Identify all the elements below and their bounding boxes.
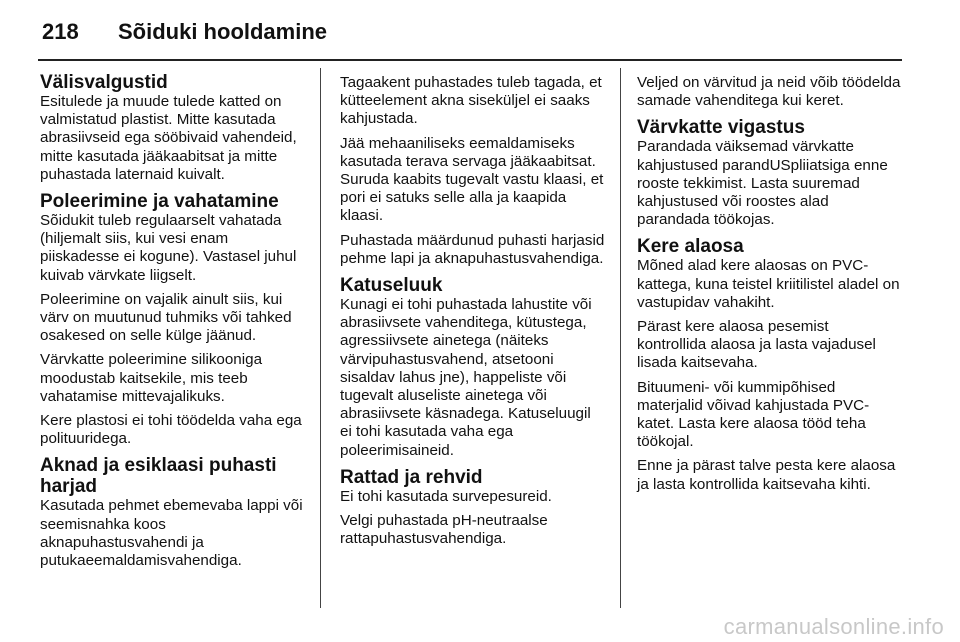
watermark: carmanualsonline.info <box>723 614 944 639</box>
section-windows-wipers <box>40 455 308 570</box>
section-underbody <box>637 236 902 493</box>
paragraph: Mõned alad kere alaosas on PVC-kattega, kuna teistel kriitilistel aladel on vastupidav vahakiht. <box>637 257 900 311</box>
paragraph: Pärast kere alaosa pesemist kontrollida alaosa ja lasta vajadusel lisada kaitsevaha. <box>637 318 876 372</box>
paragraph: Ei tohi kasutada survepesureid. <box>340 487 552 505</box>
paragraph: Värvkatte poleerimine silikooniga moodustab kaitsekile, mis teeb vahatamise mittevajalikuks. <box>40 351 263 405</box>
paragraph: Jää mehaaniliseks eemaldamiseks kasutada terava servaga jääkaabitsat. Suruda kaabits tugevalt vastu klaasi, et pori ei satuks selle alla ja kaapida klaasi. <box>340 134 604 225</box>
section-paint-damage <box>637 117 902 229</box>
section-heading: Välisvalgustid <box>40 72 168 93</box>
column-3 <box>637 68 902 501</box>
paragraph: Puhastada määrdunud puhasti harjasid pehme lapi ja aknapuhastusvahendiga. <box>340 231 605 267</box>
paragraph: Kunagi ei tohi puhastada lahustite või abrasiivsete vahenditega, kütustega, agressiivsete ainetega (näiteks värvipuhastusvahend, atsetooni sisaldav lahus jne), happeliste või tugevalt aluseliste ainetega või abrasiivsete käsnadega. Katuseluugil ei tohi kasutada vaha ega poleerimisaineid. <box>340 296 592 459</box>
paragraph: Tagaakent puhastades tuleb tagada, et kütteelement akna siseküljel ei saaks kahjustada. <box>340 74 602 128</box>
section-heading: Kere alaosa <box>637 236 744 258</box>
section-wheels-tyres <box>340 467 606 549</box>
section-windows-continued <box>340 74 606 268</box>
page-title: Sõiduki hooldamine <box>118 19 328 44</box>
column-divider <box>620 68 621 608</box>
column-1 <box>40 68 308 577</box>
paragraph: Sõidukit tuleb regulaarselt vahatada (hiljemalt siis, kui vesi enam piiskadesse ei kogune). Vastasel juhul kuivab värvkate liigselt. <box>40 212 297 284</box>
paragraph: Velgi puhastada pH-neutraalse rattapuhastusvahendiga. <box>340 512 548 548</box>
paragraph: Kasutada pehmet ebemevaba lappi või seemisnahka koos aknapuhastusvahendi ja putukaeemaldamisvahendiga. <box>40 497 303 570</box>
page-number: 218 <box>42 19 79 44</box>
paragraph: Poleerimine on vajalik ainult siis, kui värv on muutunud tuhmiks või tahked osakesed on selle külge jäänud. <box>40 290 292 345</box>
paragraph: Bituumeni- või kummipõhised materjalid võivad kahjustada PVC-katet. Lasta kere alaosa tööd teha töökojal. <box>637 378 870 451</box>
paragraph: Esitulede ja muude tulede katted on valmistatud plastist. Mitte kasutada abrasiivseid ega sööbivaid vahendeid, mitte kasutada jääkaabitsat ja mitte puhastada laternaid kuivalt. <box>40 93 297 183</box>
section-heading: Katuseluuk <box>340 275 443 297</box>
section-sunroof <box>340 275 606 460</box>
column-divider <box>320 68 321 608</box>
column-2 <box>340 68 606 555</box>
section-polishing-waxing <box>40 191 308 448</box>
section-heading: Värvkatte vigastus <box>637 117 805 139</box>
paragraph: Veljed on värvitud ja neid võib töödelda samade vahenditega kui keret. <box>637 74 901 110</box>
section-exterior-lights <box>40 72 308 184</box>
paragraph: Enne ja pärast talve pesta kere alaosa ja lasta kontrollida kaitsevaha kihti. <box>637 457 896 493</box>
section-heading: Poleerimine ja vahatamine <box>40 191 279 213</box>
paragraph: Kere plastosi ei tohi töödelda vaha ega polituuridega. <box>40 412 302 448</box>
section-heading: Rattad ja rehvid <box>340 466 483 488</box>
section-wheels-continued <box>637 74 902 110</box>
header-divider <box>38 59 902 61</box>
paragraph: Parandada väiksemad värvkatte kahjustused parandUSpliiatsiga enne rooste tekkimist. Lasta suuremad kahjustused või roostes alad parandada töökojas. <box>637 138 888 229</box>
section-heading: Aknad ja esiklaasi puhasti harjad <box>40 455 277 498</box>
